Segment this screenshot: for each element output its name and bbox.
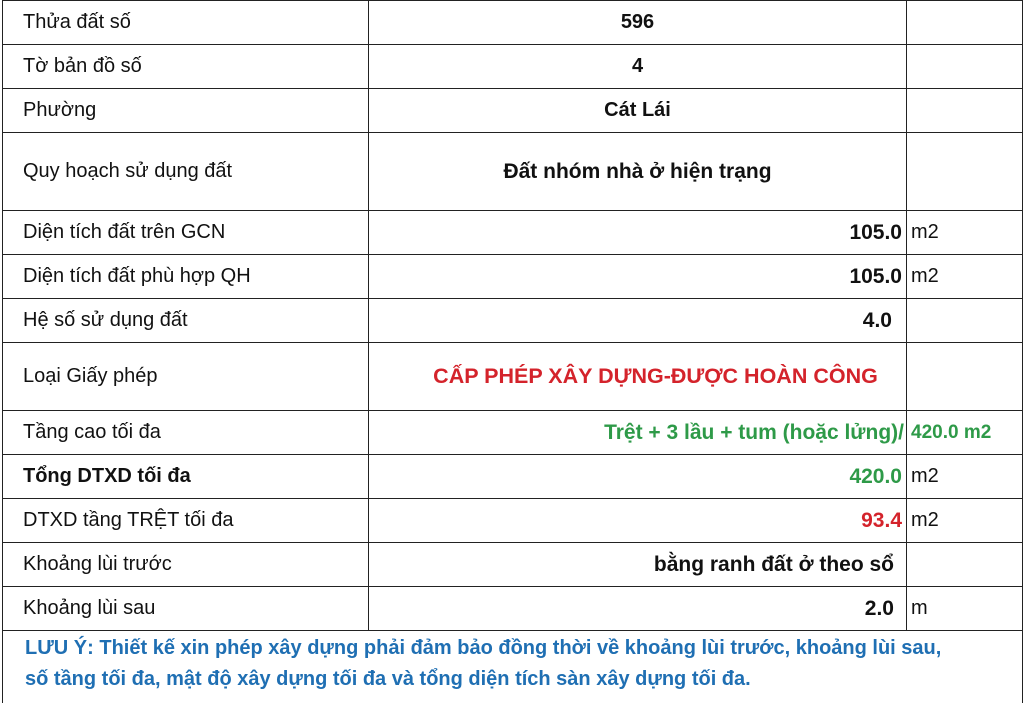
row-label-phuong: Phường (3, 89, 369, 133)
table-row (3, 299, 1023, 343)
row-unit-khoang-lui-sau: m (907, 587, 1023, 631)
table-row (3, 455, 1023, 499)
note-text (3, 631, 1023, 703)
row-unit-tang-cao: 420.0 m2 (907, 411, 1023, 455)
row-label-thua-dat: Thửa đất số (3, 1, 369, 45)
note-line-1: LƯU Ý: Thiết kế xin phép xây dựng phải đảm bảo đồng thời về khoảng lùi trước, khoảng lùi sau, (25, 637, 942, 659)
row-unit-khoang-lui-truoc (907, 543, 1023, 587)
land-info-table (2, 0, 1023, 703)
row-label-tong-dtxd: Tổng DTXD tối đa (3, 455, 369, 499)
table-row (3, 45, 1023, 89)
table-row (3, 255, 1023, 299)
row-value-tong-dtxd: 420.0 (369, 455, 907, 499)
row-label-khoang-lui-sau: Khoảng lùi sau (3, 587, 369, 631)
row-unit-to-ban-do (907, 45, 1023, 89)
row-label-dien-tich-gcn: Diện tích đất trên GCN (3, 211, 369, 255)
table-row (3, 587, 1023, 631)
row-value-phuong: Cát Lái (369, 89, 907, 133)
row-value-dien-tich-qh: 105.0 (369, 255, 907, 299)
row-unit-tong-dtxd: m2 (907, 455, 1023, 499)
row-label-tang-cao: Tầng cao tối đa (3, 411, 369, 455)
row-unit-thua-dat (907, 1, 1023, 45)
note-row (3, 631, 1023, 703)
row-value-khoang-lui-sau: 2.0 (369, 587, 907, 631)
row-value-he-so: 4.0 (369, 299, 907, 343)
row-value-khoang-lui-truoc: bằng ranh đất ở theo sổ (369, 543, 907, 587)
row-value-quy-hoach: Đất nhóm nhà ở hiện trạng (369, 133, 907, 211)
row-label-khoang-lui-truoc: Khoảng lùi trước (3, 543, 369, 587)
row-unit-loai-giay-phep (907, 343, 1023, 411)
row-label-dtxd-tret: DTXD tầng TRỆT tối đa (3, 499, 369, 543)
row-label-quy-hoach: Quy hoạch sử dụng đất (3, 133, 369, 211)
row-value-to-ban-do: 4 (369, 45, 907, 89)
row-value-thua-dat: 596 (369, 1, 907, 45)
row-label-loai-giay-phep: Loại Giấy phép (3, 343, 369, 411)
row-value-dien-tich-gcn: 105.0 (369, 211, 907, 255)
row-value-loai-giay-phep: CẤP PHÉP XÂY DỰNG-ĐƯỢC HOÀN CÔNG (369, 343, 907, 411)
table-row (3, 343, 1023, 411)
row-unit-he-so (907, 299, 1023, 343)
row-unit-dtxd-tret: m2 (907, 499, 1023, 543)
table-row (3, 411, 1023, 455)
table-row (3, 133, 1023, 211)
table-row (3, 543, 1023, 587)
table-row (3, 211, 1023, 255)
row-unit-phuong (907, 89, 1023, 133)
row-label-dien-tich-qh: Diện tích đất phù hợp QH (3, 255, 369, 299)
row-label-he-so: Hệ số sử dụng đất (3, 299, 369, 343)
row-unit-dien-tich-gcn: m2 (907, 211, 1023, 255)
note-line-2: số tầng tối đa, mật độ xây dựng tối đa và tổng diện tích sàn xây dựng tối đa. (25, 668, 751, 690)
row-unit-dien-tich-qh: m2 (907, 255, 1023, 299)
table-row (3, 89, 1023, 133)
row-unit-quy-hoach (907, 133, 1023, 211)
row-value-tang-cao: Trệt + 3 lầu + tum (hoặc lửng)/ (369, 411, 907, 455)
row-label-to-ban-do: Tờ bản đồ số (3, 45, 369, 89)
table-row (3, 1, 1023, 45)
row-value-dtxd-tret: 93.4 (369, 499, 907, 543)
table-row (3, 499, 1023, 543)
